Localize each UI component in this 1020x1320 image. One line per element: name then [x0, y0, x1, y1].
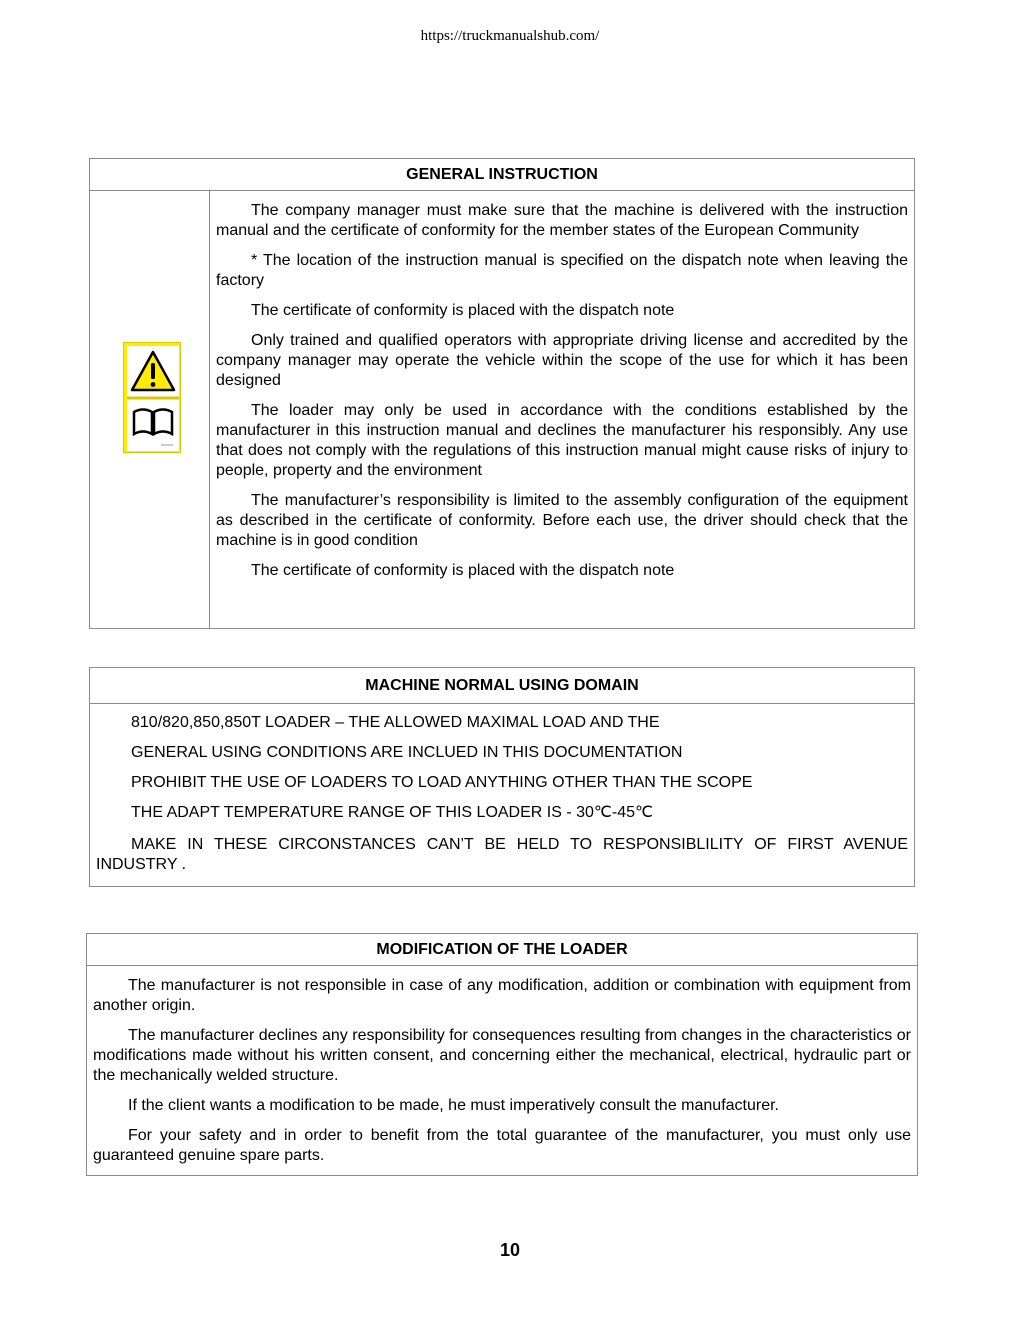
paragraph: For your safety and in order to benefit from the total guarantee of the manufacturer, you must only use guaranteed genuine spare parts.	[93, 1127, 911, 1164]
warning-manual-symbol	[127, 346, 179, 451]
icon-column	[90, 191, 210, 628]
machine-domain-text	[96, 713, 908, 875]
paragraph: The certificate of conformity is placed with the dispatch note	[251, 302, 675, 319]
closing-paragraph: MAKE IN THESE CIRCONSTANCES CAN’T BE HELD TO RESPONSIBLILITY OF FIRST AVENUE INDUSTRY .	[96, 836, 908, 873]
source-url: https://truckmanualshub.com/	[420, 28, 600, 44]
paragraph: The certificate of conformity is placed with the dispatch note	[251, 562, 675, 579]
text-line: THE ADAPT TEMPERATURE RANGE OF THIS LOADER IS - 30℃-45℃	[131, 804, 653, 821]
paragraph: The manufacturer’s responsibility is limited to the assembly configuration of the equipment as described in the certificate of conformity. Before each use, the driver should check that the machine is in good condition	[216, 492, 908, 549]
machine-domain-section	[89, 667, 915, 887]
text-line: 810/820,850,850T LOADER – THE ALLOWED MAXIMAL LOAD AND THE	[131, 714, 660, 731]
text-line: PROHIBIT THE USE OF LOADERS TO LOAD ANYTHING OTHER THAN THE SCOPE	[131, 774, 753, 791]
section-title: MODIFICATION OF THE LOADER	[87, 934, 917, 966]
modification-section	[86, 933, 918, 1176]
section-title: GENERAL INSTRUCTION	[90, 159, 914, 191]
section-title: MACHINE NORMAL USING DOMAIN	[90, 668, 914, 704]
paragraph: The manufacturer declines any responsibility for consequences resulting from changes in the characteristics or modifications made without his written consent, and concerning either the mechanical, electrical, hydraulic part or the mechanically welded structure.	[93, 1027, 911, 1084]
paragraph: The manufacturer is not responsible in case of any modification, addition or combination with equipment from another origin.	[93, 977, 911, 1014]
general-instruction-section	[89, 158, 915, 629]
paragraph: * The location of the instruction manual is specified on the dispatch note when leaving the factory	[216, 252, 908, 289]
page-number: 10	[499, 1240, 521, 1260]
warning-sign-face	[127, 346, 179, 451]
paragraph: If the client wants a modification to be made, he must imperatively consult the manufacturer.	[128, 1097, 779, 1114]
warning-read-manual-icon	[123, 342, 181, 453]
instruction-text	[216, 201, 908, 591]
text-line: GENERAL USING CONDITIONS ARE INCLUED IN THIS DOCUMENTATION	[131, 744, 683, 761]
modification-text	[93, 976, 911, 1176]
paragraph: Only trained and qualified operators with appropriate driving license and accredited by the company manager may operate the vehicle within the scope of the use for which it has been designed	[216, 332, 908, 389]
paragraph: The loader may only be used in accordance with the conditions established by the manufacturer in this instruction manual and declines the manufacturer his responsibly. Any use that does not comply with the regulations of this instruction manual might cause risks of injury to people, property and the environment	[216, 402, 908, 479]
paragraph: The company manager must make sure that the machine is delivered with the instruction manual and the certificate of conformity for the member states of the European Community	[216, 202, 908, 239]
